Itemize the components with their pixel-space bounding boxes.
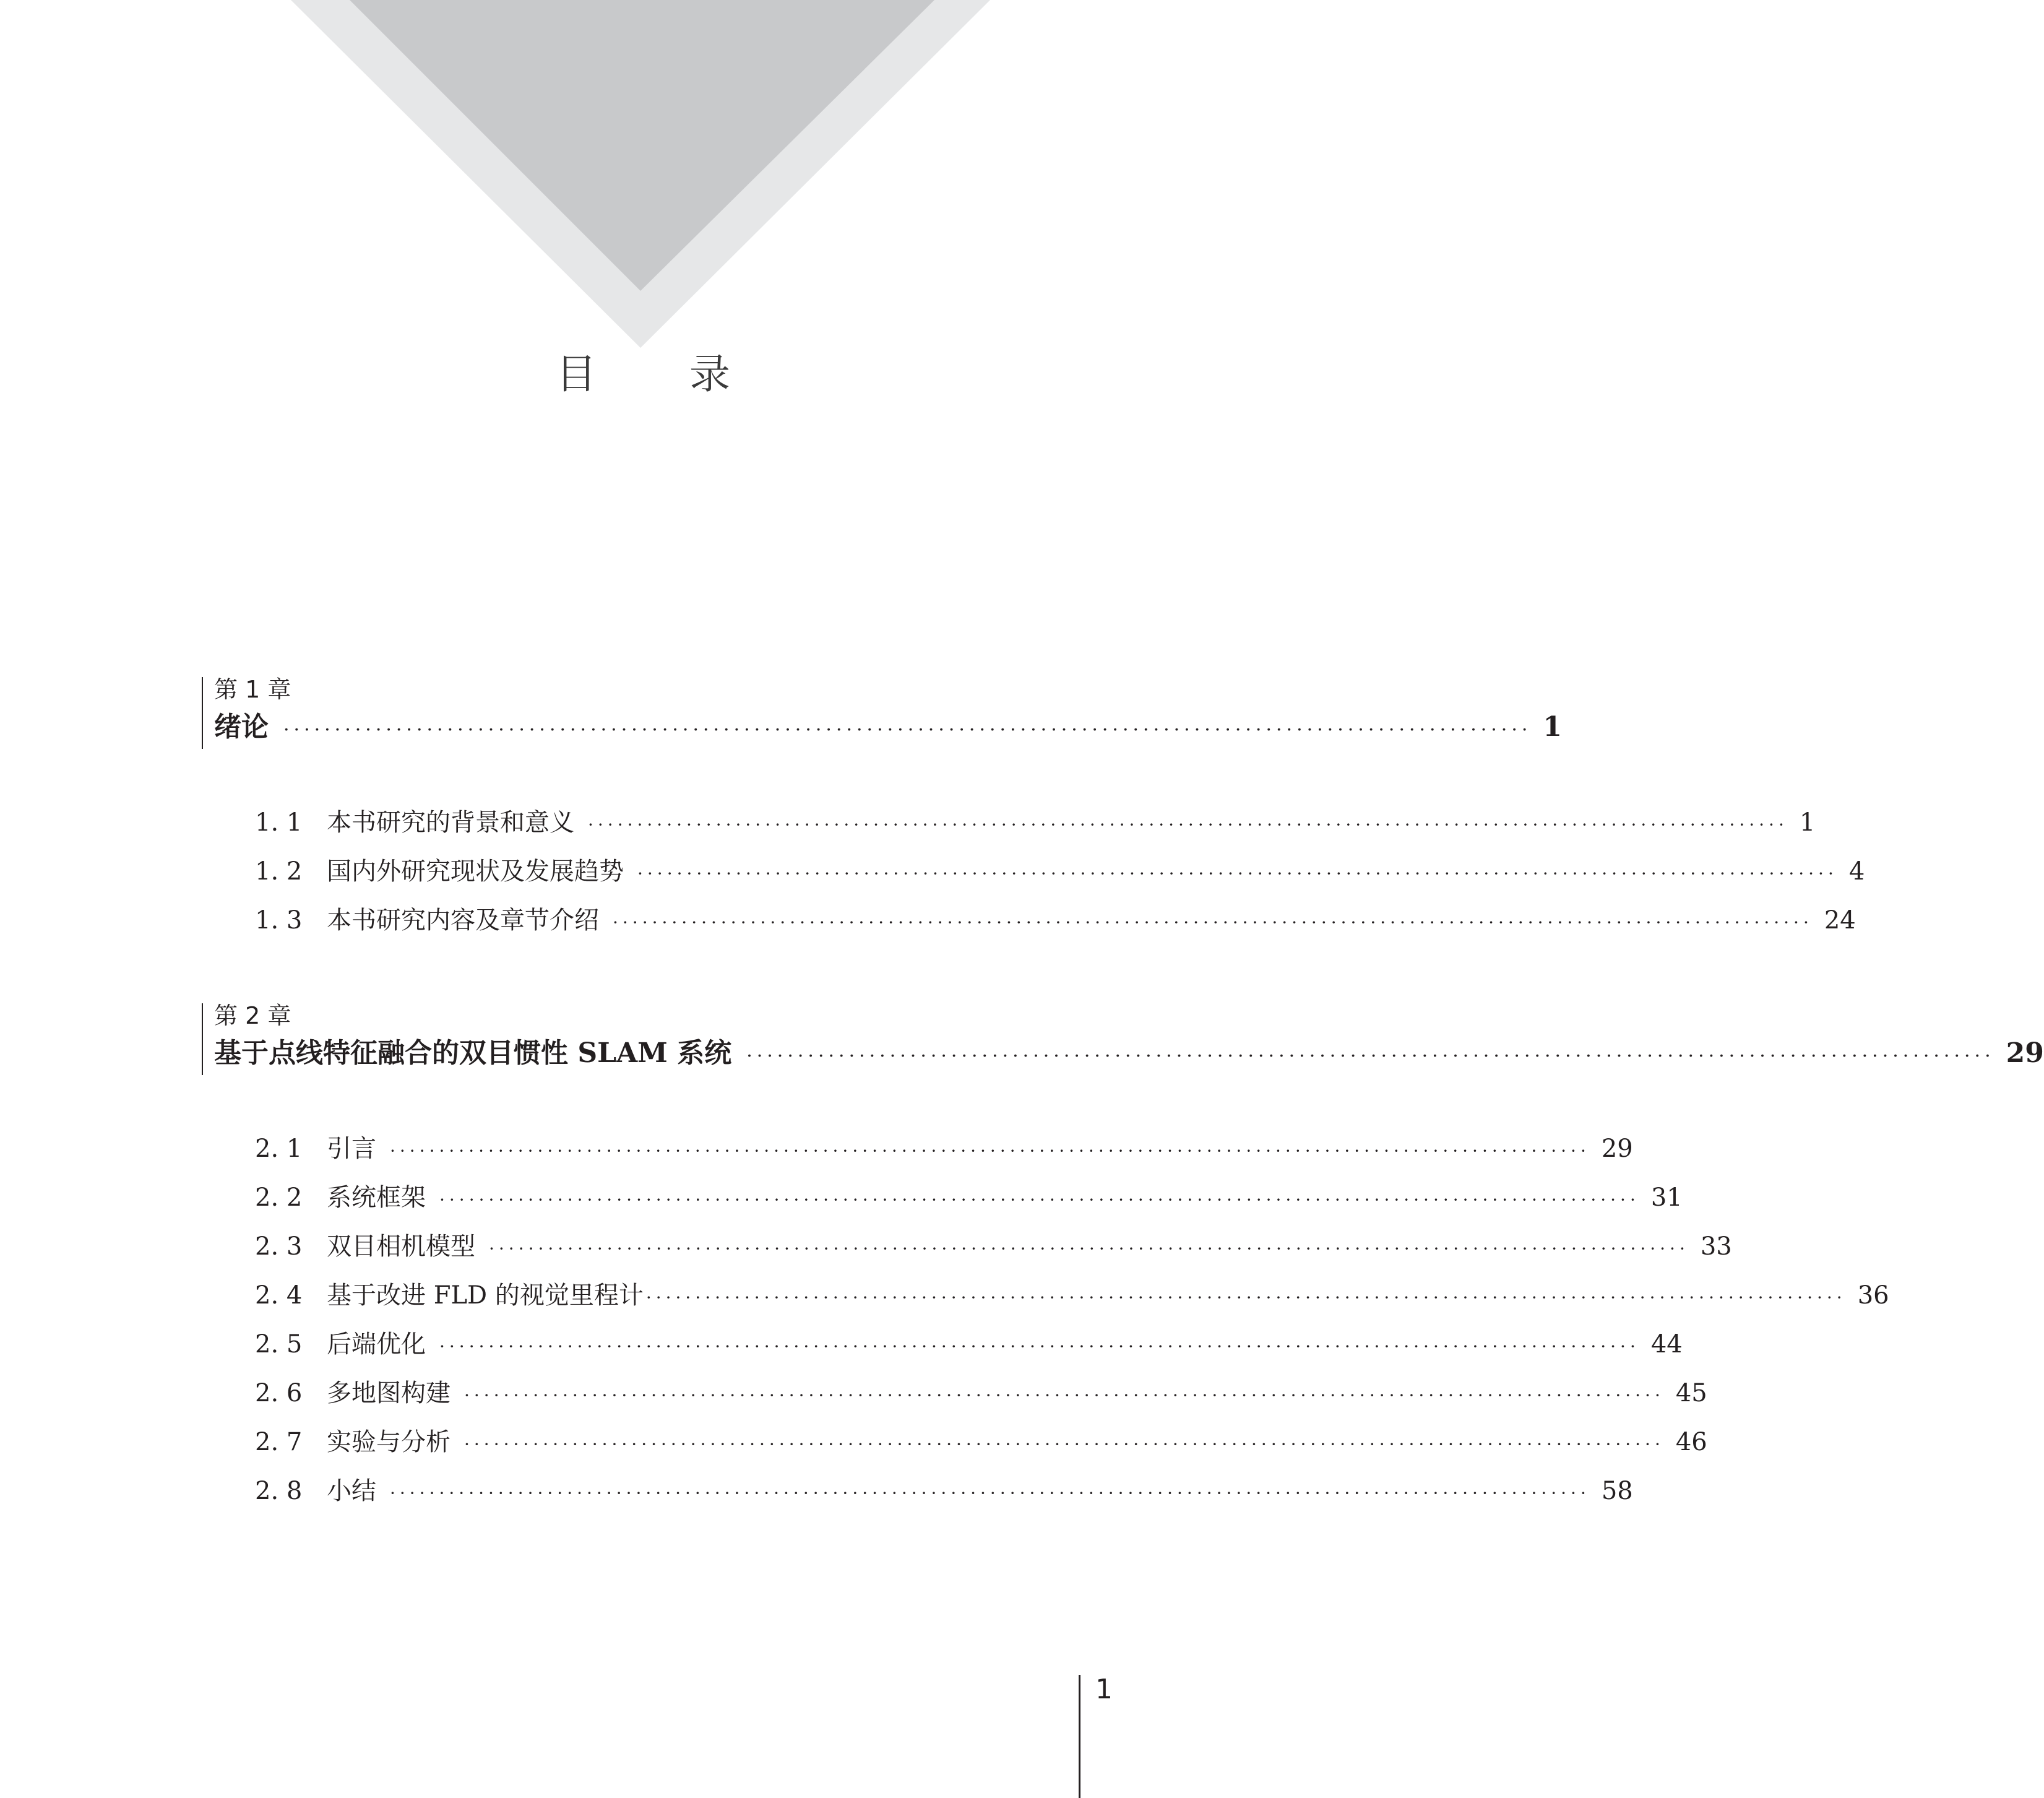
section-title: 基于改进 FLD 的视觉里程计 bbox=[327, 1281, 644, 1310]
chapter-title-line[interactable] bbox=[214, 1032, 2044, 1075]
section-page-number: 58 bbox=[1601, 1477, 1633, 1505]
folio-page-number: 1 bbox=[1095, 1674, 1113, 1705]
dot-leader: ·························································································································· bbox=[390, 1141, 1590, 1161]
section-page-number: 36 bbox=[1857, 1281, 1889, 1310]
section-title: 引言 bbox=[327, 1135, 376, 1163]
chapter-1-heading[interactable] bbox=[202, 676, 1563, 749]
page-title: 目录 bbox=[556, 350, 823, 398]
chapter-title: 绪论 bbox=[214, 711, 269, 743]
toc-entry[interactable] bbox=[255, 1369, 1707, 1418]
dot-leader: ·························································································································· bbox=[283, 719, 1532, 741]
toc-entry[interactable] bbox=[255, 1320, 1683, 1369]
section-number: 2. 5 bbox=[255, 1330, 303, 1359]
chapter-title: 基于点线特征融合的双目惯性 SLAM 系统 bbox=[214, 1037, 732, 1069]
section-title: 双目相机模型 bbox=[327, 1232, 475, 1261]
chapter-page-number: 1 bbox=[1543, 711, 1563, 743]
toc-entry[interactable] bbox=[255, 1125, 1633, 1173]
section-number: 2. 1 bbox=[255, 1135, 303, 1163]
toc-entry[interactable] bbox=[255, 798, 1816, 847]
dot-leader: ·························································································································· bbox=[613, 912, 1813, 933]
section-number: 1. 1 bbox=[255, 808, 303, 837]
section-page-number: 31 bbox=[1650, 1183, 1683, 1212]
section-page-number: 33 bbox=[1700, 1232, 1732, 1261]
section-page-number: 1 bbox=[1799, 808, 1816, 837]
section-title: 本书研究的背景和意义 bbox=[327, 808, 574, 837]
section-number: 1. 2 bbox=[255, 857, 303, 886]
toc-entry[interactable] bbox=[255, 1173, 1683, 1222]
section-number: 2. 4 bbox=[255, 1281, 303, 1310]
header-chevron-decoration bbox=[0, 0, 1286, 371]
toc-entry[interactable] bbox=[255, 1418, 1707, 1467]
toc-entry[interactable] bbox=[255, 1222, 1732, 1271]
dot-leader: ·························································································································· bbox=[746, 1045, 1995, 1067]
section-page-number: 24 bbox=[1824, 906, 1856, 935]
dot-leader: ·························································································································· bbox=[439, 1336, 1640, 1357]
section-number: 1. 3 bbox=[255, 906, 303, 935]
section-title: 本书研究内容及章节介绍 bbox=[327, 906, 599, 935]
chapter-1-sections bbox=[255, 798, 1865, 945]
toc-entry[interactable] bbox=[255, 847, 1865, 896]
chapter-2-heading[interactable] bbox=[202, 1002, 2044, 1075]
dot-leader: ·························································································································· bbox=[439, 1190, 1640, 1210]
section-number: 2. 7 bbox=[255, 1428, 303, 1456]
folio-rule bbox=[1079, 1675, 1080, 1798]
section-page-number: 45 bbox=[1675, 1379, 1707, 1407]
toc-entry[interactable] bbox=[255, 896, 1856, 945]
section-page-number: 44 bbox=[1650, 1330, 1683, 1359]
section-number: 2. 3 bbox=[255, 1232, 303, 1261]
chapter-label: 第 2 章 bbox=[214, 1002, 291, 1029]
chapter-2-sections bbox=[255, 1125, 1889, 1516]
chapter-title-line[interactable] bbox=[214, 706, 1563, 749]
section-title: 实验与分析 bbox=[327, 1428, 451, 1456]
dot-leader: ·························································································································· bbox=[489, 1238, 1689, 1259]
section-number: 2. 6 bbox=[255, 1379, 303, 1407]
chapter-label: 第 1 章 bbox=[214, 676, 291, 703]
dot-leader: ·························································································································· bbox=[637, 863, 1838, 884]
section-number: 2. 2 bbox=[255, 1183, 303, 1212]
dot-leader: ·························································································································· bbox=[588, 815, 1788, 835]
toc-entry[interactable] bbox=[255, 1271, 1889, 1320]
section-page-number: 4 bbox=[1848, 857, 1865, 886]
chapter-page-number: 29 bbox=[2006, 1037, 2044, 1069]
section-page-number: 29 bbox=[1601, 1135, 1633, 1163]
section-title: 国内外研究现状及发展趋势 bbox=[327, 857, 624, 886]
section-title: 小结 bbox=[327, 1477, 376, 1505]
section-title: 后端优化 bbox=[327, 1330, 426, 1359]
dot-leader: ·························································································································· bbox=[645, 1287, 1847, 1308]
dot-leader: ·························································································································· bbox=[464, 1434, 1665, 1454]
section-title: 多地图构建 bbox=[327, 1379, 451, 1407]
section-title: 系统框架 bbox=[327, 1183, 426, 1212]
section-page-number: 46 bbox=[1675, 1428, 1707, 1456]
dot-leader: ·························································································································· bbox=[464, 1385, 1665, 1406]
section-number: 2. 8 bbox=[255, 1477, 303, 1505]
toc-entry[interactable] bbox=[255, 1467, 1633, 1516]
dot-leader: ·························································································································· bbox=[390, 1483, 1590, 1503]
